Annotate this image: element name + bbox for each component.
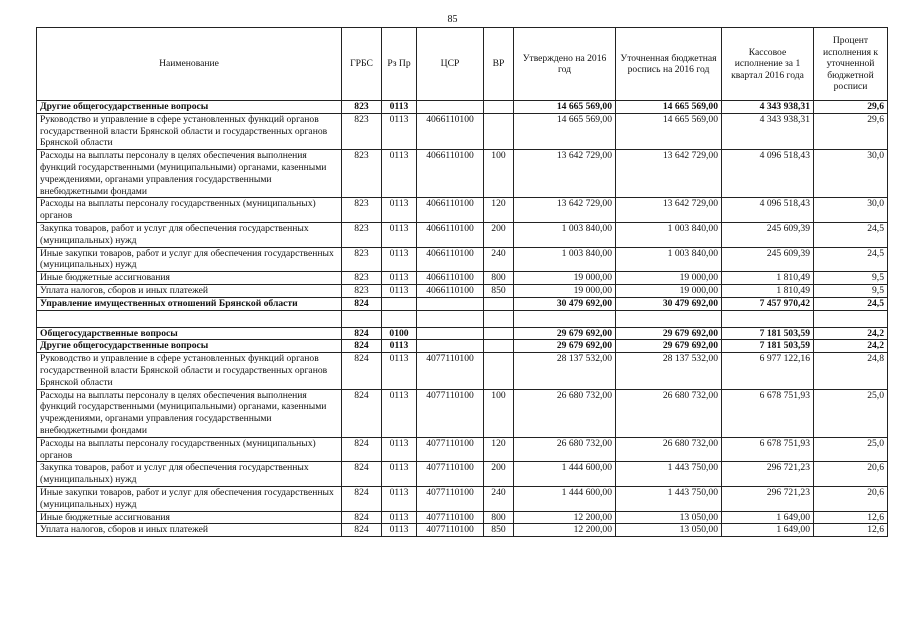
table-row	[37, 310, 888, 327]
cell-grbs: 823	[342, 113, 382, 149]
cell-percent: 29,6	[814, 113, 888, 149]
cell-name: Другие общегосударственные вопросы	[37, 101, 342, 114]
cell-percent: 24,8	[814, 353, 888, 389]
cell-cash: 4 343 938,31	[722, 101, 814, 114]
cell-approved: 1 003 840,00	[514, 247, 616, 272]
cell-percent: 24,5	[814, 247, 888, 272]
cell-name: Закупка товаров, работ и услуг для обеспечения государственных (муниципальных) нужд	[37, 462, 342, 487]
cell-percent: 30,0	[814, 198, 888, 223]
cell-approved: 12 200,00	[514, 524, 616, 537]
cell-vr: 120	[484, 198, 514, 223]
cell-approved: 19 000,00	[514, 272, 616, 285]
cell-percent: 25,0	[814, 437, 888, 462]
cell-cash: 4 096 518,43	[722, 150, 814, 198]
cell-approved: 14 665 569,00	[514, 101, 616, 114]
cell-refined: 30 479 692,00	[616, 297, 722, 310]
cell-refined: 29 679 692,00	[616, 340, 722, 353]
cell-cash: 6 977 122,16	[722, 353, 814, 389]
cell-refined: 13 050,00	[616, 511, 722, 524]
cell-percent: 12,6	[814, 511, 888, 524]
table-row	[37, 524, 888, 537]
cell-refined: 14 665 569,00	[616, 113, 722, 149]
table-row	[37, 462, 888, 487]
cell-rzpr	[382, 310, 417, 327]
cell-csr: 4077110100	[417, 389, 484, 437]
table-row	[37, 327, 888, 340]
cell-percent: 20,6	[814, 486, 888, 511]
table-row	[37, 113, 888, 149]
cell-approved	[514, 310, 616, 327]
cell-rzpr: 0113	[382, 272, 417, 285]
cell-name: Управление имущественных отношений Брянской области	[37, 297, 342, 310]
cell-rzpr: 0113	[382, 198, 417, 223]
cell-percent: 24,5	[814, 297, 888, 310]
header-refined: Уточненная бюджетная роспись на 2016 год	[616, 28, 722, 101]
table-row	[37, 222, 888, 247]
cell-vr: 850	[484, 284, 514, 297]
cell-vr	[484, 101, 514, 114]
cell-percent: 20,6	[814, 462, 888, 487]
cell-cash: 7 181 503,59	[722, 340, 814, 353]
cell-name: Иные закупки товаров, работ и услуг для обеспечения государственных (муниципальных) нужд	[37, 247, 342, 272]
cell-refined: 19 000,00	[616, 272, 722, 285]
cell-vr: 100	[484, 389, 514, 437]
header-grbs: ГРБС	[342, 28, 382, 101]
cell-cash: 7 457 970,42	[722, 297, 814, 310]
cell-grbs: 824	[342, 511, 382, 524]
cell-name: Расходы на выплаты персоналу в целях обеспечения выполнения функций государственными (муниципальными) органами, казенными учреждениями, органами управления государственными внебюджетными фондами	[37, 389, 342, 437]
cell-approved: 1 444 600,00	[514, 486, 616, 511]
cell-approved: 26 680 732,00	[514, 389, 616, 437]
cell-approved: 30 479 692,00	[514, 297, 616, 310]
cell-vr: 800	[484, 511, 514, 524]
header-rzpr: Рз Пр	[382, 28, 417, 101]
cell-grbs: 823	[342, 150, 382, 198]
cell-grbs: 824	[342, 327, 382, 340]
cell-name: Иные бюджетные ассигнования	[37, 272, 342, 285]
cell-rzpr: 0113	[382, 437, 417, 462]
cell-vr	[484, 340, 514, 353]
table-row	[37, 486, 888, 511]
cell-refined: 19 000,00	[616, 284, 722, 297]
cell-approved: 29 679 692,00	[514, 340, 616, 353]
cell-vr	[484, 327, 514, 340]
cell-percent	[814, 310, 888, 327]
cell-cash: 1 649,00	[722, 524, 814, 537]
cell-vr: 200	[484, 462, 514, 487]
cell-vr	[484, 297, 514, 310]
cell-percent: 24,2	[814, 340, 888, 353]
cell-vr: 240	[484, 247, 514, 272]
cell-rzpr: 0113	[382, 101, 417, 114]
table-body	[37, 101, 888, 537]
header-csr: ЦСР	[417, 28, 484, 101]
table-row	[37, 247, 888, 272]
cell-name: Руководство и управление в сфере установленных функций органов государственной власти Брянской области и государственных органов Брянской области	[37, 113, 342, 149]
cell-csr: 4066110100	[417, 113, 484, 149]
cell-grbs: 824	[342, 524, 382, 537]
cell-cash: 1 810,49	[722, 272, 814, 285]
table-row	[37, 297, 888, 310]
cell-refined: 13 642 729,00	[616, 198, 722, 223]
cell-grbs: 824	[342, 297, 382, 310]
cell-grbs: 824	[342, 486, 382, 511]
cell-refined: 13 050,00	[616, 524, 722, 537]
cell-rzpr: 0113	[382, 353, 417, 389]
table-row	[37, 198, 888, 223]
cell-rzpr: 0113	[382, 462, 417, 487]
cell-grbs: 824	[342, 389, 382, 437]
cell-percent: 24,5	[814, 222, 888, 247]
cell-grbs	[342, 310, 382, 327]
cell-cash: 1 649,00	[722, 511, 814, 524]
cell-csr: 4066110100	[417, 222, 484, 247]
cell-refined: 14 665 569,00	[616, 101, 722, 114]
cell-percent: 29,6	[814, 101, 888, 114]
cell-name: Другие общегосударственные вопросы	[37, 340, 342, 353]
cell-refined: 26 680 732,00	[616, 389, 722, 437]
cell-csr	[417, 101, 484, 114]
cell-refined: 26 680 732,00	[616, 437, 722, 462]
cell-name: Расходы на выплаты персоналу государственных (муниципальных) органов	[37, 198, 342, 223]
cell-refined	[616, 310, 722, 327]
cell-rzpr: 0113	[382, 247, 417, 272]
cell-percent: 25,0	[814, 389, 888, 437]
cell-approved: 1 003 840,00	[514, 222, 616, 247]
cell-cash: 245 609,39	[722, 222, 814, 247]
cell-percent: 12,6	[814, 524, 888, 537]
cell-grbs: 824	[342, 462, 382, 487]
cell-vr: 800	[484, 272, 514, 285]
cell-name: Руководство и управление в сфере установленных функций органов государственной власти Брянской области и государственных органов Брянской области	[37, 353, 342, 389]
cell-refined: 29 679 692,00	[616, 327, 722, 340]
cell-name: Иные закупки товаров, работ и услуг для обеспечения государственных (муниципальных) нужд	[37, 486, 342, 511]
page-number: 85	[447, 14, 458, 25]
cell-approved: 26 680 732,00	[514, 437, 616, 462]
header-percent: Процент исполнения к уточненной бюджетной росписи	[814, 28, 888, 101]
cell-cash: 6 678 751,93	[722, 389, 814, 437]
budget-table	[36, 27, 888, 537]
cell-vr: 120	[484, 437, 514, 462]
table-row	[37, 284, 888, 297]
cell-csr: 4077110100	[417, 511, 484, 524]
cell-grbs: 824	[342, 353, 382, 389]
cell-csr: 4077110100	[417, 353, 484, 389]
cell-approved: 1 444 600,00	[514, 462, 616, 487]
cell-grbs: 823	[342, 222, 382, 247]
cell-cash: 4 343 938,31	[722, 113, 814, 149]
table-row	[37, 340, 888, 353]
cell-vr: 200	[484, 222, 514, 247]
cell-name	[37, 310, 342, 327]
cell-rzpr: 0100	[382, 327, 417, 340]
cell-vr	[484, 353, 514, 389]
cell-csr: 4077110100	[417, 524, 484, 537]
cell-rzpr: 0113	[382, 340, 417, 353]
cell-refined: 1 443 750,00	[616, 462, 722, 487]
table-header-row	[37, 28, 888, 101]
cell-grbs: 823	[342, 247, 382, 272]
cell-name: Иные бюджетные ассигнования	[37, 511, 342, 524]
cell-refined: 13 642 729,00	[616, 150, 722, 198]
cell-refined: 1 443 750,00	[616, 486, 722, 511]
cell-csr: 4077110100	[417, 462, 484, 487]
cell-name: Закупка товаров, работ и услуг для обеспечения государственных (муниципальных) нужд	[37, 222, 342, 247]
cell-csr: 4066110100	[417, 272, 484, 285]
header-name: Наименование	[37, 28, 342, 101]
cell-approved: 28 137 532,00	[514, 353, 616, 389]
cell-vr: 240	[484, 486, 514, 511]
header-approved: Утверждено на 2016 год	[514, 28, 616, 101]
cell-csr	[417, 297, 484, 310]
cell-rzpr: 0113	[382, 284, 417, 297]
cell-cash: 1 810,49	[722, 284, 814, 297]
cell-approved: 13 642 729,00	[514, 150, 616, 198]
cell-approved: 29 679 692,00	[514, 327, 616, 340]
cell-cash: 296 721,23	[722, 486, 814, 511]
table-row	[37, 389, 888, 437]
cell-cash: 296 721,23	[722, 462, 814, 487]
cell-name: Уплата налогов, сборов и иных платежей	[37, 524, 342, 537]
cell-percent: 24,2	[814, 327, 888, 340]
cell-percent: 9,5	[814, 272, 888, 285]
cell-csr: 4066110100	[417, 198, 484, 223]
cell-grbs: 823	[342, 101, 382, 114]
cell-name: Уплата налогов, сборов и иных платежей	[37, 284, 342, 297]
cell-rzpr: 0113	[382, 150, 417, 198]
cell-rzpr: 0113	[382, 524, 417, 537]
cell-rzpr: 0113	[382, 113, 417, 149]
cell-csr	[417, 310, 484, 327]
cell-grbs: 824	[342, 437, 382, 462]
table-row	[37, 272, 888, 285]
cell-refined: 1 003 840,00	[616, 222, 722, 247]
cell-rzpr	[382, 297, 417, 310]
cell-vr: 850	[484, 524, 514, 537]
cell-cash	[722, 310, 814, 327]
cell-cash: 4 096 518,43	[722, 198, 814, 223]
cell-grbs: 823	[342, 284, 382, 297]
cell-grbs: 824	[342, 340, 382, 353]
cell-grbs: 823	[342, 198, 382, 223]
cell-csr: 4077110100	[417, 437, 484, 462]
header-cash: Кассовое исполнение за 1 квартал 2016 года	[722, 28, 814, 101]
cell-vr: 100	[484, 150, 514, 198]
table-row	[37, 437, 888, 462]
cell-grbs: 823	[342, 272, 382, 285]
cell-refined: 28 137 532,00	[616, 353, 722, 389]
header-vr: ВР	[484, 28, 514, 101]
cell-cash: 6 678 751,93	[722, 437, 814, 462]
cell-name: Расходы на выплаты персоналу в целях обеспечения выполнения функций государственными (муниципальными) органами, казенными учреждениями, органами управления государственными внебюджетными фондами	[37, 150, 342, 198]
cell-name: Расходы на выплаты персоналу государственных (муниципальных) органов	[37, 437, 342, 462]
cell-rzpr: 0113	[382, 511, 417, 524]
cell-vr	[484, 310, 514, 327]
table-row	[37, 353, 888, 389]
cell-vr	[484, 113, 514, 149]
cell-csr: 4066110100	[417, 150, 484, 198]
cell-rzpr: 0113	[382, 389, 417, 437]
cell-rzpr: 0113	[382, 486, 417, 511]
cell-approved: 13 642 729,00	[514, 198, 616, 223]
cell-csr: 4077110100	[417, 486, 484, 511]
table-row	[37, 511, 888, 524]
cell-approved: 14 665 569,00	[514, 113, 616, 149]
cell-csr: 4066110100	[417, 247, 484, 272]
cell-approved: 12 200,00	[514, 511, 616, 524]
cell-name: Общегосударственные вопросы	[37, 327, 342, 340]
cell-percent: 30,0	[814, 150, 888, 198]
cell-csr	[417, 340, 484, 353]
cell-csr: 4066110100	[417, 284, 484, 297]
cell-cash: 7 181 503,59	[722, 327, 814, 340]
cell-approved: 19 000,00	[514, 284, 616, 297]
table-row	[37, 150, 888, 198]
cell-cash: 245 609,39	[722, 247, 814, 272]
table-row	[37, 101, 888, 114]
cell-percent: 9,5	[814, 284, 888, 297]
cell-rzpr: 0113	[382, 222, 417, 247]
cell-csr	[417, 327, 484, 340]
cell-refined: 1 003 840,00	[616, 247, 722, 272]
